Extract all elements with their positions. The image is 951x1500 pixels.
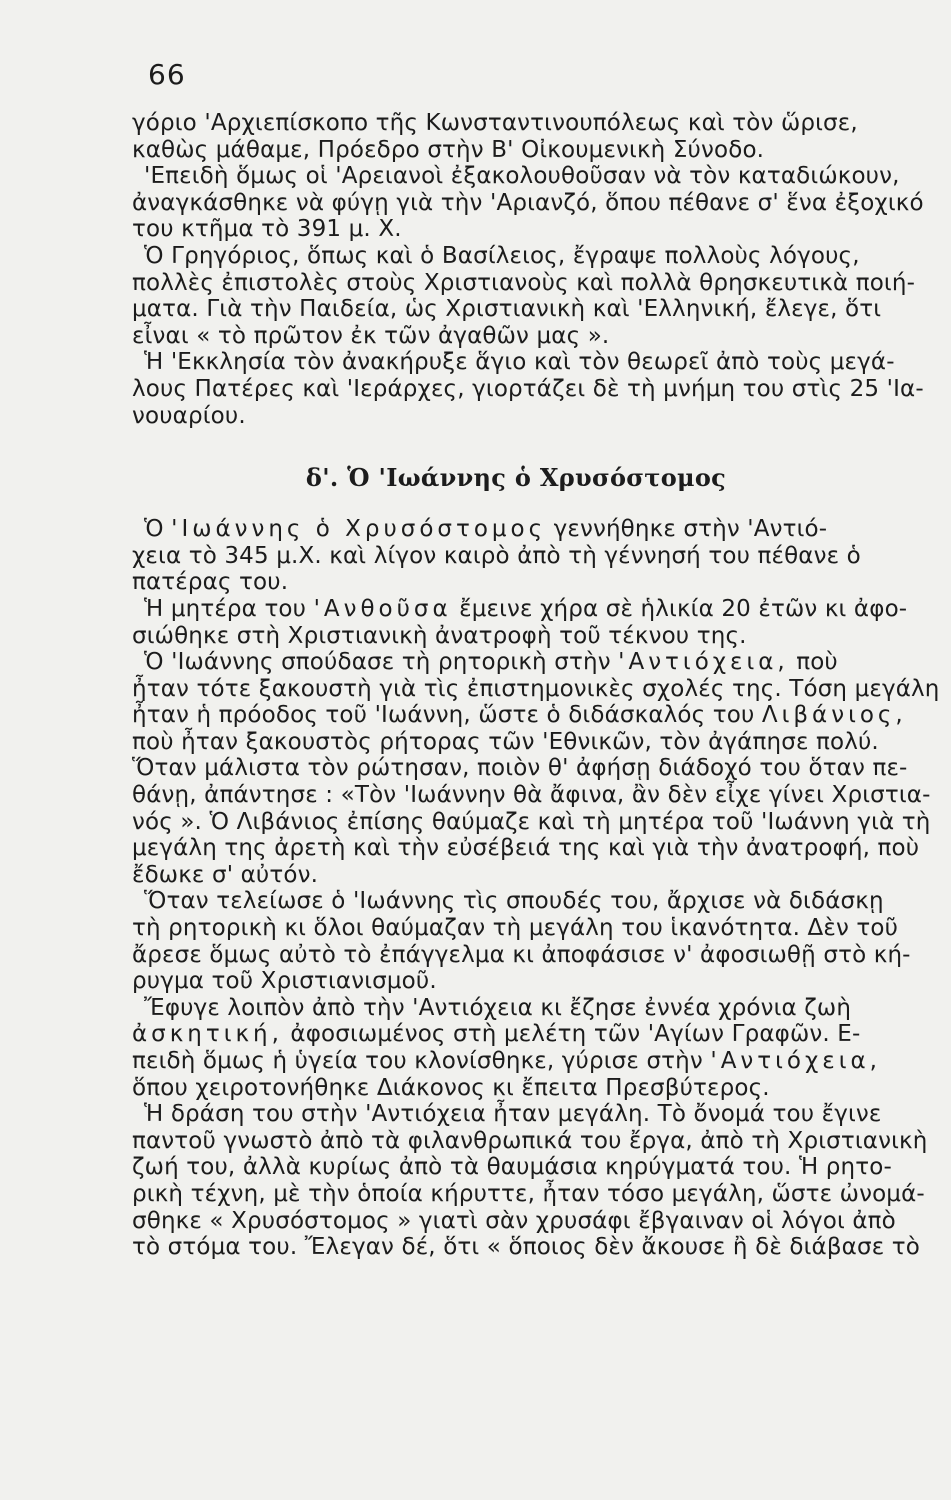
text-line: Ἡ 'Εκκλησία τὸν ἀνακήρυξε ἅγιο καὶ τὸν θεωρεῖ ἀπὸ τοὺς μεγά- [144, 349, 895, 376]
text-segment: Ὁ 'Ιωάννης σπούδασε τὴ ρητορικὴ στὴν [144, 649, 619, 676]
spaced-name: 'Ιωάννης ὁ Χρυσόστομος [171, 516, 547, 543]
text-line: θάνῃ, ἀπάντησε : «Τὸν 'Ιωάννην θὰ ἄφινα, ἂν δὲν εἶχε γίνει Χριστια- [132, 782, 931, 809]
spaced-word: ἀσκητική, [132, 1021, 283, 1048]
text-line: ρικὴ τέχνη, μὲ τὴν ὁποία κήρυττε, ἦταν τόσο μεγάλη, ὥστε ὠνομά- [132, 1180, 925, 1207]
text-segment: ἦταν ἡ πρόοδος τοῦ 'Ιωάννη, ὥστε ὁ διδάσκαλός του [132, 702, 762, 729]
text-segment: πειδὴ ὅμως ἡ ὑγεία του κλονίσθηκε, γύρισε στὴν [132, 1048, 711, 1074]
text-line: τὸ στόμα του. Ἔλεγαν δέ, ὅτι « ὅποιος δὲν ἄκουσε ἢ δὲ διάβασε τὸ [132, 1234, 920, 1261]
text-line: χεια τὸ 345 μ.Χ. καὶ λίγον καιρὸ ἀπὸ τὴ γέννησή του πέθανε ὁ [132, 542, 861, 569]
text-line: ἦταν τότε ξακουστὴ γιὰ τὶς ἐπιστημονικὲς σχολές της. Τόση μεγάλη [132, 675, 940, 702]
text-segment: ποὺ [788, 649, 838, 676]
text-line: νός ». Ὁ Λιβάνιος ἐπίσης θαύμαζε καὶ τὴ μητέρα τοῦ 'Ιωάννη γιὰ τὴ [132, 808, 931, 835]
text-segment: Ὁ [144, 516, 172, 543]
text-line: καθὼς μάθαμε, Πρόεδρο στὴν Β' Οἰκουμενικὴ Σύνοδο. [132, 136, 765, 163]
text-line: ζωή του, ἀλλὰ κυρίως ἀπὸ τὰ θαυμάσια κηρύγματά του. Ἡ ρητο- [132, 1154, 892, 1181]
text-line: σθηκε « Χρυσόστομος » γιατὶ σὰν χρυσάφι ἔβγαιναν οἱ λόγοι ἀπὸ [132, 1207, 896, 1234]
text-line [132, 702, 940, 729]
section-heading: δ'. Ὁ 'Ιωάννης ὁ Χρυσόστομος [305, 463, 727, 493]
text-segment: γεννήθηκε στὴν 'Αντιό- [546, 516, 828, 543]
text-line: παντοῦ γνωστὸ ἀπὸ τὰ φιλανθρωπικά του ἔργα, ἀπὸ τὴ Χριστιανικὴ [132, 1127, 928, 1154]
spaced-name: 'Αντιόχεια, [710, 1048, 881, 1074]
text-line: λους Πατέρες καὶ 'Ιεράρχες, γιορτάζει δὲ τὴ μνήμη του στὶς 25 'Ια- [132, 375, 924, 402]
spaced-name: 'Αντιόχεια, [618, 649, 789, 676]
text-segment: ἔμεινε χήρα σὲ ἡλικία 20 ἐτῶν κι ἀφο- [451, 595, 908, 622]
text-line: ποὺ ἦταν ξακουστὸς ρήτορας τῶν 'Εθνικῶν, τὸν ἀγάπησε πολύ. [132, 728, 879, 755]
text-line [132, 516, 940, 543]
text-line: σιώθηκε στὴ Χριστιανικὴ ἀνατροφὴ τοῦ τέκνου της. [132, 622, 747, 649]
text-line: 'Επειδὴ ὅμως οἱ 'Αρειανοὶ ἐξακολουθοῦσαν νὰ τὸν καταδιώκουν, [144, 163, 900, 190]
text-line [132, 1048, 940, 1075]
text-line: Ὁ Γρηγόριος, ὅπως καὶ ὁ Βασίλειος, ἔγραψε πολλοὺς λόγους, [144, 242, 860, 269]
text-line [132, 649, 940, 676]
page-text [132, 110, 940, 1261]
text-line: ἀναγκάσθηκε νὰ φύγῃ γιὰ τὴν 'Αριανζό, ὅπου πέθανε σ' ἕνα ἐξοχικό [132, 189, 924, 216]
text-line [132, 1021, 940, 1048]
text-line [132, 596, 940, 623]
text-line: Ἡ δράση του στὴν 'Αντιόχεια ἦταν μεγάλη. Τὸ ὄνομά του ἔγινε [144, 1101, 882, 1128]
text-segment: Ἡ μητέρα του [144, 595, 314, 622]
text-line: μεγάλη της ἀρετὴ καὶ τὴν εὐσέβειά της καὶ γιὰ τὴν ἀνατροφή, ποὺ [132, 835, 920, 862]
text-line: πατέρας του. [132, 569, 289, 596]
text-line: Ὅταν μάλιστα τὸν ρώτησαν, ποιὸν θ' ἀφήσῃ διάδοχό του ὅταν πε- [132, 755, 908, 782]
text-line: τὴ ρητορικὴ κι ὅλοι θαύμαζαν τὴ μεγάλη του ἱκανότητα. Δὲν τοῦ [132, 915, 899, 942]
text-line: εἶναι « τὸ πρῶτον ἐκ τῶν ἀγαθῶν μας ». [132, 322, 610, 349]
text-line: ματα. Γιὰ τὴν Παιδεία, ὡς Χριστιανικὴ καὶ 'Ελληνική, ἔλεγε, ὅτι [132, 296, 882, 323]
spaced-name: Λιβάνιος, [761, 702, 907, 729]
spaced-name: 'Ανθοῦσα [313, 595, 452, 622]
text-line: Ὅταν τελείωσε ὁ 'Ιωάννης τὶς σπουδές του, ἄρχισε νὰ διδάσκῃ [144, 888, 884, 915]
text-line: πολλὲς ἐπιστολὲς στοὺς Χριστιανοὺς καὶ πολλὰ θρησκευτικὰ ποιή- [132, 269, 916, 296]
text-line: ἄρεσε ὅμως αὐτὸ τὸ ἐπάγγελμα κι ἀποφάσισε ν' ἀφοσιωθῇ στὸ κή- [132, 941, 911, 968]
text-line: Ἔφυγε λοιπὸν ἀπὸ τὴν 'Αντιόχεια κι ἔζησε ἐννέα χρόνια ζωὴ [144, 994, 852, 1021]
page-number: 66 [148, 58, 186, 91]
text-segment: ἀφοσιωμένος στὴ μελέτη τῶν 'Αγίων Γραφῶν. Ε- [282, 1021, 861, 1048]
text-line: ἔδωκε σ' αὐτόν. [132, 861, 319, 888]
text-line: του κτῆμα τὸ 391 μ. Χ. [132, 216, 402, 243]
text-line: ὅπου χειροτονήθηκε Διάκονος κι ἔπειτα Πρεσβύτερος. [132, 1074, 770, 1101]
text-line: γόριο 'Αρχιεπίσκοπο τῆς Κωνσταντινουπόλεως καὶ τὸν ὥρισε, [132, 110, 858, 136]
text-line: νουαρίου. [132, 402, 246, 429]
text-line: ρυγμα τοῦ Χριστιανισμοῦ. [132, 968, 437, 995]
